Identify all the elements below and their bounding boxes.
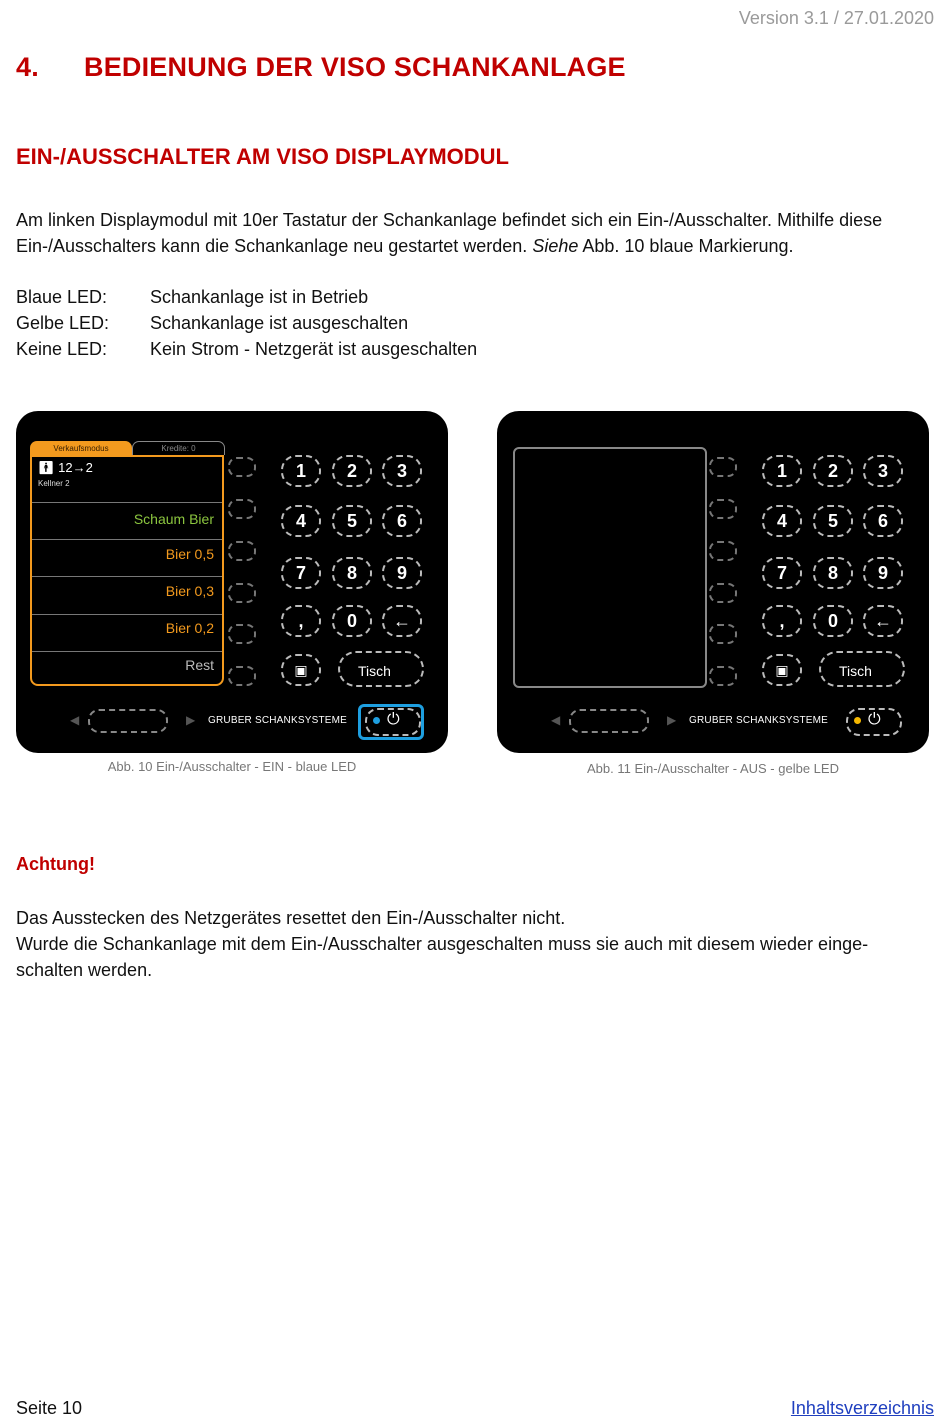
list-item[interactable]: Rest (185, 657, 214, 673)
key-6[interactable]: 6 (382, 505, 422, 537)
key-8[interactable]: 8 (332, 557, 372, 589)
led-state-row (16, 310, 408, 336)
split-screen-key[interactable]: ▣ (281, 654, 321, 686)
table-button[interactable]: Tisch (338, 651, 424, 687)
key-9[interactable]: 9 (863, 557, 903, 589)
key-2[interactable]: 2 (813, 455, 853, 487)
power-button[interactable] (846, 708, 902, 736)
power-icon: ⏻ (387, 711, 400, 728)
key-7[interactable]: 7 (762, 557, 802, 589)
key-backspace[interactable]: ← (863, 605, 903, 637)
brand-label: GRUBER SCHANKSYSTEME (689, 715, 829, 726)
list-item[interactable]: Bier 0,2 (165, 620, 214, 636)
key-0[interactable]: 0 (813, 605, 853, 637)
list-item[interactable]: Bier 0,3 (165, 583, 214, 599)
led-state-row (16, 284, 368, 310)
key-6[interactable]: 6 (863, 505, 903, 537)
side-softkey[interactable] (709, 457, 737, 477)
led-value: Schankanlage ist ausgeschalten (150, 313, 409, 333)
side-softkey[interactable] (709, 499, 737, 519)
power-led (854, 717, 861, 724)
side-softkey[interactable] (228, 624, 256, 644)
toc-link[interactable]: Inhaltsverzeichnis (790, 1398, 934, 1418)
waiter-label: Kellner 2 (38, 479, 70, 488)
side-softkey[interactable] (228, 666, 256, 686)
side-softkey[interactable] (709, 666, 737, 686)
product-list (30, 455, 224, 686)
key-8[interactable]: 8 (813, 557, 853, 589)
nav-left-arrow-icon[interactable]: ◀ (551, 713, 561, 727)
side-softkey[interactable] (709, 624, 737, 644)
side-softkey[interactable] (228, 457, 256, 477)
split-screen-key[interactable]: ▣ (762, 654, 802, 686)
intro-paragraph (16, 207, 934, 259)
person-icon: 🚹︎ (38, 460, 55, 475)
key-backspace[interactable]: ← (382, 605, 422, 637)
warning-line-1: Das Ausstecken des Netzgerätes resettet den Ein-/Ausschalter nicht. (16, 908, 566, 928)
divider (32, 614, 222, 615)
divider (32, 539, 222, 540)
key-9[interactable]: 9 (382, 557, 422, 589)
nav-scroll-button[interactable] (88, 709, 168, 733)
page-number: Seite 10 (16, 1398, 83, 1418)
list-item[interactable]: Schaum Bier (133, 511, 214, 527)
side-softkey[interactable] (228, 541, 256, 561)
key-1[interactable]: 1 (762, 455, 802, 487)
key-comma[interactable]: , (281, 605, 321, 637)
led-state-row (16, 336, 477, 362)
led-key: Keine LED: (16, 339, 108, 359)
divider (32, 576, 222, 577)
version-label: Version 3.1 / 27.01.2020 (738, 8, 934, 28)
table-button[interactable]: Tisch (819, 651, 905, 687)
key-comma[interactable]: , (762, 605, 802, 637)
warning-title: Achtung! (16, 854, 95, 874)
warning-line-3: schalten werden. (16, 960, 153, 980)
section-heading: EIN-/AUSSCHALTER AM VISO DISPLAYMODUL (16, 144, 509, 169)
key-5[interactable]: 5 (332, 505, 372, 537)
figure-caption-off: Abb. 11 Ein-/Ausschalter - AUS - gelbe LED (587, 761, 839, 776)
key-5[interactable]: 5 (813, 505, 853, 537)
key-4[interactable]: 4 (762, 505, 802, 537)
chapter-number: 4. (16, 52, 39, 82)
intro-line-2: Ein-/Ausschalters kann die Schankanlage neu gestartet werden. Siehe Abb. 10 blaue Markierung. (16, 236, 794, 256)
nav-right-arrow-icon[interactable]: ▶ (186, 713, 196, 727)
side-softkey[interactable] (228, 499, 256, 519)
key-7[interactable]: 7 (281, 557, 321, 589)
divider (32, 651, 222, 652)
power-icon: ⏻ (868, 711, 881, 728)
divider (32, 502, 222, 503)
led-value: Kein Strom - Netzgerät ist ausgeschalten (150, 339, 478, 359)
warning-paragraph (16, 905, 934, 983)
figure-caption-on: Abb. 10 Ein-/Ausschalter - EIN - blaue LED (107, 759, 357, 774)
key-0[interactable]: 0 (332, 605, 372, 637)
chapter-heading (16, 52, 626, 83)
side-softkey[interactable] (709, 583, 737, 603)
key-3[interactable]: 3 (863, 455, 903, 487)
tab-sales-mode[interactable]: Verkaufsmodus (30, 441, 132, 455)
key-3[interactable]: 3 (382, 455, 422, 487)
warning-line-2: Wurde die Schankanlage mit dem Ein-/Ausschalter ausgeschalten muss sie auch mit diesem wieder einge- (16, 934, 869, 954)
brand-label: GRUBER SCHANKSYSTEME (208, 715, 348, 726)
led-key: Blaue LED: (16, 287, 108, 307)
nav-scroll-button[interactable] (569, 709, 649, 733)
side-softkey[interactable] (228, 583, 256, 603)
key-1[interactable]: 1 (281, 455, 321, 487)
side-softkey[interactable] (709, 541, 737, 561)
device-panel-on (16, 411, 448, 753)
key-2[interactable]: 2 (332, 455, 372, 487)
display-tabs (30, 441, 223, 455)
list-item[interactable]: Bier 0,5 (165, 546, 214, 562)
nav-left-arrow-icon[interactable]: ◀ (70, 713, 80, 727)
intro-line-1: Am linken Displaymodul mit 10er Tastatur der Schankanlage befindet sich ein Ein-/Ausschalter. Mithilfe diese (16, 210, 883, 230)
display-off (513, 447, 707, 688)
intro-see-italic: Siehe (532, 236, 579, 256)
led-key: Gelbe LED: (16, 313, 110, 333)
led-value: Schankanlage ist in Betrieb (150, 287, 369, 307)
device-panel-off (497, 411, 929, 753)
tab-credits[interactable]: Kredite: 0 (132, 441, 225, 455)
table-transfer: 🚹︎ 12→2 (38, 460, 93, 475)
chapter-title: BEDIENUNG DER VISO SCHANKANLAGE (84, 52, 626, 82)
power-highlight-frame (358, 704, 424, 740)
key-4[interactable]: 4 (281, 505, 321, 537)
nav-right-arrow-icon[interactable]: ▶ (667, 713, 677, 727)
